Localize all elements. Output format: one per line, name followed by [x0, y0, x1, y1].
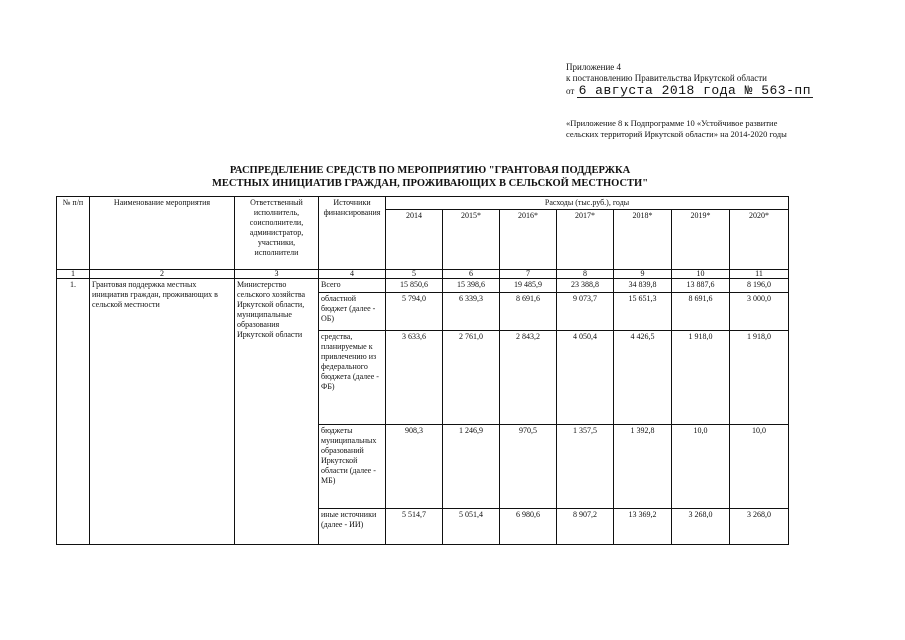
- source-label: средства, планируемые к привлечению из федерального бюджета (далее - ФБ): [319, 331, 386, 425]
- header-year: 2018*: [614, 210, 672, 270]
- value-cell: 15 651,3: [614, 293, 672, 331]
- value-cell: 2 761,0: [443, 331, 500, 425]
- row-number: 1.: [57, 279, 90, 545]
- appendix-line-1: Приложение 4: [566, 62, 622, 72]
- document-title: [150, 164, 710, 190]
- value-cell: 5 051,4: [443, 509, 500, 545]
- header-year: 2017*: [557, 210, 614, 270]
- appendix-line-2: к постановлению Правительства Иркутской области: [566, 73, 767, 83]
- decree-date-stamp: 6 августа 2018 года № 563-пп: [578, 83, 812, 98]
- value-cell: 1 392,8: [614, 425, 672, 509]
- value-cell: 8 691,6: [672, 293, 730, 331]
- value-cell: 23 388,8: [557, 279, 614, 293]
- value-cell: 8 907,2: [557, 509, 614, 545]
- value-cell: 34 839,8: [614, 279, 672, 293]
- column-number: 5: [386, 270, 443, 279]
- header-year: 2019*: [672, 210, 730, 270]
- column-number: 3: [235, 270, 319, 279]
- value-cell: 5 794,0: [386, 293, 443, 331]
- header-row-1: [57, 197, 789, 210]
- value-cell: 1 357,5: [557, 425, 614, 509]
- appendix-date-prefix: от: [566, 86, 575, 96]
- value-cell: 2 843,2: [500, 331, 557, 425]
- column-number: 11: [730, 270, 789, 279]
- executor-name: Министерство сельского хозяйства Иркутской области, муниципальные образования Иркутской области: [235, 279, 319, 545]
- value-cell: 3 633,6: [386, 331, 443, 425]
- measure-name: Грантовая поддержка местных инициатив граждан, проживающих в сельской местности: [90, 279, 235, 545]
- header-year: 2014: [386, 210, 443, 270]
- value-cell: 5 514,7: [386, 509, 443, 545]
- value-cell: 3 268,0: [730, 509, 789, 545]
- title-line-1: РАСПРЕДЕЛЕНИЕ СРЕДСТВ ПО МЕРОПРИЯТИЮ "ГРАНТОВАЯ ПОДДЕРЖКА: [229, 165, 631, 176]
- subprogram-appendix-note: «Приложение 8 к Подпрограмме 10 «Устойчивое развитие сельских территорий Иркутской области» на 2014-2020 годы: [566, 118, 787, 139]
- value-cell: 4 050,4: [557, 331, 614, 425]
- title-line-2: МЕСТНЫХ ИНИЦИАТИВ ГРАЖДАН, ПРОЖИВАЮЩИХ В СЕЛЬСКОЙ МЕСТНОСТИ": [211, 178, 649, 189]
- value-cell: 19 485,9: [500, 279, 557, 293]
- value-cell: 15 398,6: [443, 279, 500, 293]
- column-number: 6: [443, 270, 500, 279]
- header-year: 2020*: [730, 210, 789, 270]
- funding-table: [56, 196, 789, 545]
- source-label: иные источники (далее - ИИ): [319, 509, 386, 545]
- header-year: 2015*: [443, 210, 500, 270]
- column-number-row: [57, 270, 789, 279]
- value-cell: 970,5: [500, 425, 557, 509]
- header-name: Наименование мероприятия: [90, 197, 235, 270]
- header-sources: Источники финансирования: [319, 197, 386, 270]
- column-number: 4: [319, 270, 386, 279]
- column-number: 9: [614, 270, 672, 279]
- header-year: 2016*: [500, 210, 557, 270]
- value-cell: 1 918,0: [672, 331, 730, 425]
- value-cell: 10,0: [730, 425, 789, 509]
- value-cell: 8 196,0: [730, 279, 789, 293]
- value-cell: 4 426,5: [614, 331, 672, 425]
- value-cell: 9 073,7: [557, 293, 614, 331]
- column-number: 1: [57, 270, 90, 279]
- value-cell: 13 369,2: [614, 509, 672, 545]
- value-cell: 1 246,9: [443, 425, 500, 509]
- value-cell: 908,3: [386, 425, 443, 509]
- value-cell: 6 980,6: [500, 509, 557, 545]
- value-cell: 6 339,3: [443, 293, 500, 331]
- value-cell: 8 691,6: [500, 293, 557, 331]
- value-cell: 15 850,6: [386, 279, 443, 293]
- value-cell: 3 000,0: [730, 293, 789, 331]
- value-cell: 13 887,6: [672, 279, 730, 293]
- column-number: 8: [557, 270, 614, 279]
- value-cell: 10,0: [672, 425, 730, 509]
- table-row-total: [57, 279, 789, 293]
- header-executor: Ответственный исполнитель, соисполнители, администратор, участники, исполнители: [235, 197, 319, 270]
- column-number: 7: [500, 270, 557, 279]
- column-number: 2: [90, 270, 235, 279]
- source-label: областной бюджет (далее - ОБ): [319, 293, 386, 331]
- source-label: бюджеты муниципальных образований Иркутской области (далее - МБ): [319, 425, 386, 509]
- header-no: № п/п: [57, 197, 90, 270]
- source-label: Всего: [319, 279, 386, 293]
- appendix-block: [566, 62, 813, 98]
- value-cell: 3 268,0: [672, 509, 730, 545]
- appendix-line-3: [566, 84, 813, 98]
- column-number: 10: [672, 270, 730, 279]
- header-expenses: Расходы (тыс.руб.), годы: [386, 197, 789, 210]
- value-cell: 1 918,0: [730, 331, 789, 425]
